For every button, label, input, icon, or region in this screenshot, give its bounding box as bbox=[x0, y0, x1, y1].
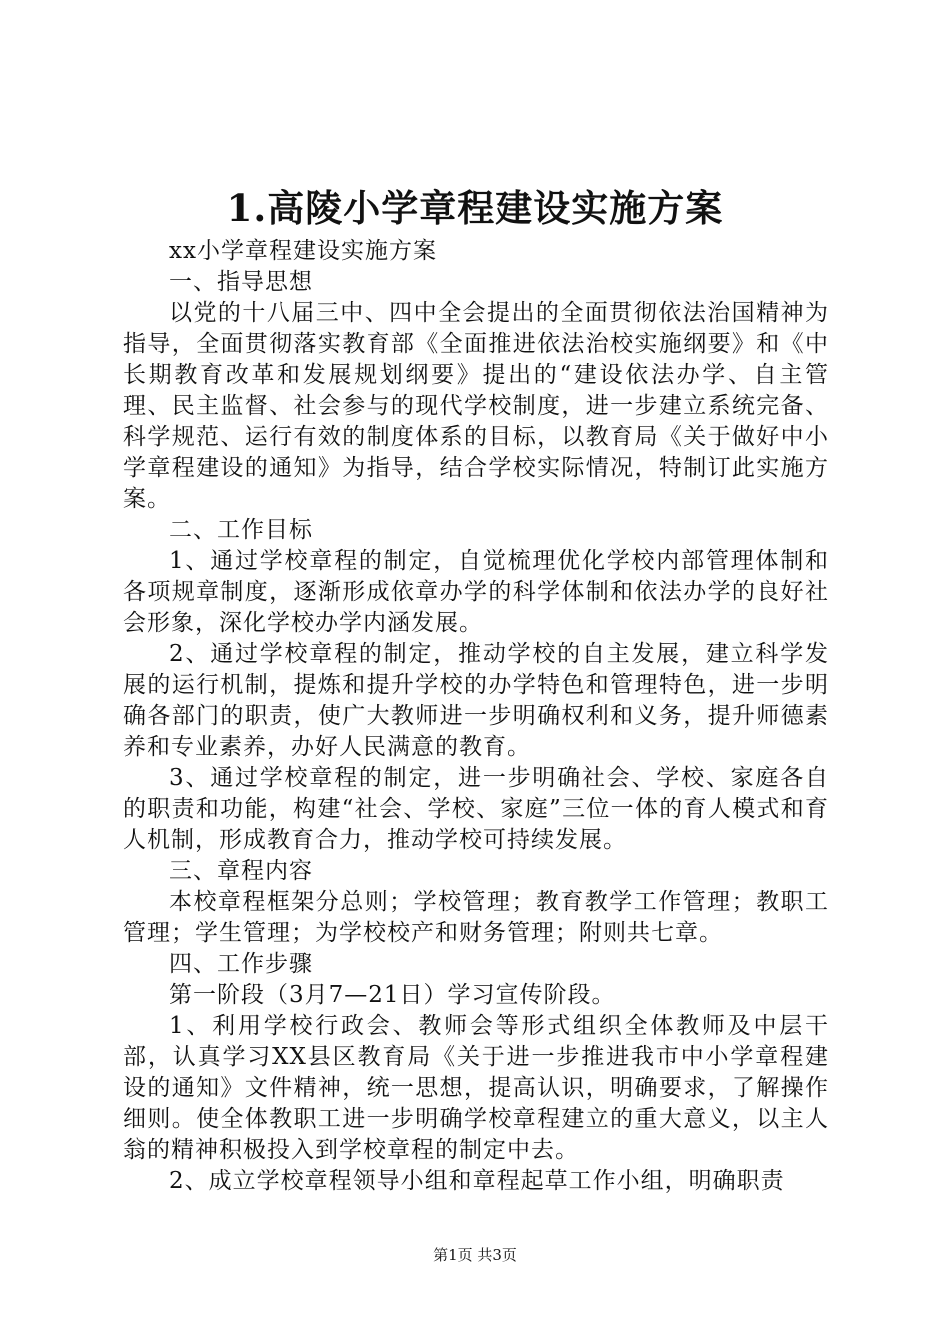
section-heading-work-steps: 四、工作步骤 bbox=[169, 951, 313, 977]
paragraph-goal-2: 2、通过学校章程的制定，推动学校的自主发展，建立科学发展的运行机制，提炼和提升学校的办学特色和管理特色，进一步明确各部门的职责，使广大教师进一步明确权利和义务，提升师德素养和专业素养，办好人民满意的教育。 bbox=[123, 641, 829, 760]
section-heading-charter-content: 三、章程内容 bbox=[169, 858, 313, 884]
page-footer: 第1页 共3页 bbox=[433, 1246, 517, 1264]
paragraph-stage-1: 第一阶段（3月7—21日）学习宣传阶段。 bbox=[169, 982, 616, 1008]
paragraph-goal-1: 1、通过学校章程的制定，自觉梳理优化学校内部管理体制和各项规章制度，逐渐形成依章办学的科学体制和依法办学的良好社会形象，深化学校办学内涵发展。 bbox=[123, 548, 829, 636]
paragraph-heading-school: xx小学章程建设实施方案 bbox=[169, 238, 437, 264]
section-heading-guiding-thought: 一、指导思想 bbox=[169, 269, 313, 295]
section-heading-work-goals: 二、工作目标 bbox=[169, 517, 313, 543]
paragraph-goal-3: 3、通过学校章程的制定，进一步明确社会、学校、家庭各自的职责和功能，构建“社会、学校、家庭”三位一体的育人模式和育人机制，形成教育合力，推动学校可持续发展。 bbox=[123, 765, 829, 853]
document-title: 1.高陵小学章程建设实施方案 bbox=[226, 186, 724, 230]
paragraph-step-2: 2、成立学校章程领导小组和章程起草工作小组，明确职责 bbox=[169, 1168, 785, 1194]
paragraph-step-1: 1、利用学校行政会、教师会等形式组织全体教师及中层干部，认真学习XX县区教育局《关于进一步推进我市中小学章程建设的通知》文件精神，统一思想，提高认识，明确要求，了解操作细则。使全体教职工进一步明确学校章程建立的重大意义，以主人翁的精神积极投入到学校章程的制定中去。 bbox=[123, 1013, 829, 1163]
document-body bbox=[123, 236, 829, 1197]
paragraph-charter-content: 本校章程框架分总则；学校管理；教育教学工作管理；教职工管理；学生管理；为学校校产和财务管理；附则共七章。 bbox=[123, 889, 829, 946]
paragraph-guiding-thought: 以党的十八届三中、四中全会提出的全面贯彻依法治国精神为指导，全面贯彻落实教育部《全面推进依法治校实施纲要》和《中长期教育改革和发展规划纲要》提出的“建设依法办学、自主管理、民主监督、社会参与的现代学校制度，进一步建立系统完备、科学规范、运行有效的制度体系的目标，以教育局《关于做好中小学章程建设的通知》为指导，结合学校实际情况，特制订此实施方案。 bbox=[123, 300, 829, 512]
